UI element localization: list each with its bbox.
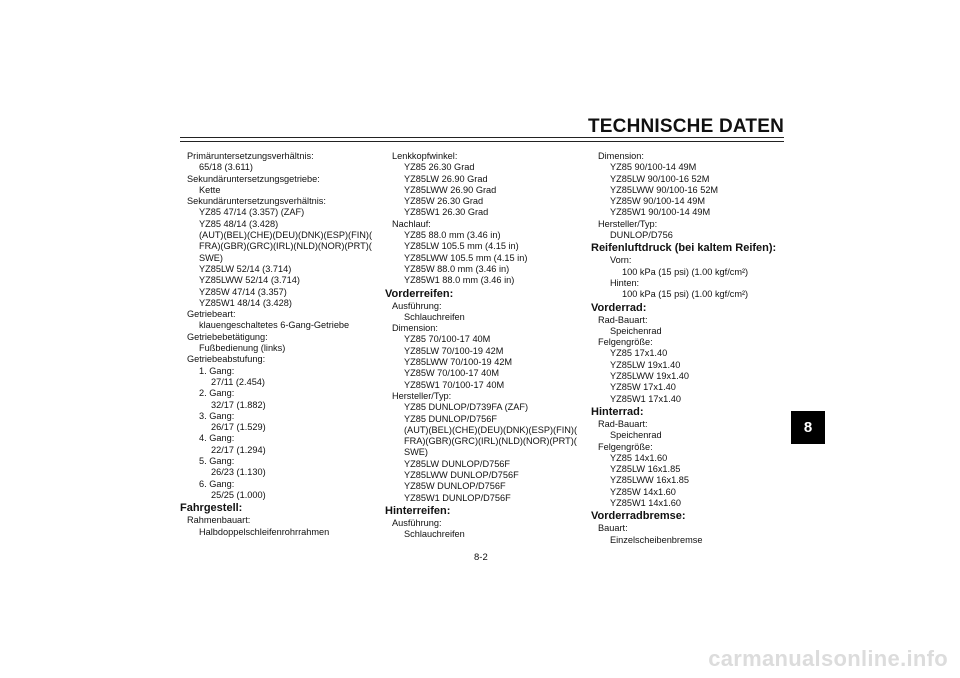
spec-line: Rahmenbauart:: [187, 515, 251, 526]
spec-line: Dimension:: [392, 323, 438, 334]
spec-line: YZ85LWW DUNLOP/D756F: [404, 470, 519, 481]
spec-line: FRA)(GBR)(GRC)(IRL)(NLD)(NOR)(PRT)(: [199, 241, 372, 252]
spec-line: Getriebeart:: [187, 309, 236, 320]
spec-line: YZ85LWW 26.90 Grad: [404, 184, 497, 195]
title-rule-bottom: [180, 141, 784, 142]
spec-line: Halbdoppelschleifenrohrrahmen: [199, 526, 330, 537]
spec-line: Getriebeabstufung:: [187, 354, 266, 365]
spec-column-3: [591, 151, 776, 546]
spec-line: 22/17 (1.294): [211, 444, 266, 455]
section-heading: Hinterreifen:: [385, 504, 451, 517]
spec-line: Hersteller/Typ:: [392, 390, 452, 401]
spec-line: DUNLOP/D756: [610, 230, 673, 241]
spec-line: 100 kPa (15 psi) (1.00 kgf/cm²): [622, 289, 749, 300]
page-number: 8-2: [474, 552, 488, 563]
spec-line: YZ85W 70/100-17 40M: [404, 368, 499, 379]
spec-line: YZ85 DUNLOP/D739FA (ZAF): [404, 402, 529, 413]
spec-line: Speichenrad: [610, 430, 662, 441]
spec-line: FRA)(GBR)(GRC)(IRL)(NLD)(NOR)(PRT)(: [404, 436, 577, 447]
spec-line: YZ85W1 26.30 Grad: [404, 207, 489, 218]
spec-line: Hinten:: [610, 277, 640, 288]
spec-line: YZ85LW 16x1.85: [610, 464, 681, 475]
spec-line: Rad-Bauart:: [598, 314, 648, 325]
spec-line: YZ85W1 70/100-17 40M: [404, 379, 505, 390]
spec-line: Vorn:: [610, 255, 632, 266]
spec-line: YZ85W1 DUNLOP/D756F: [404, 492, 511, 503]
spec-line: YZ85LW 26.90 Grad: [404, 173, 488, 184]
spec-line: Rad-Bauart:: [598, 418, 648, 429]
spec-line: YZ85W 88.0 mm (3.46 in): [404, 263, 510, 274]
spec-line: YZ85W1 90/100-14 49M: [610, 207, 711, 218]
spec-line: YZ85W 14x1.60: [610, 486, 676, 497]
spec-line: Nachlauf:: [392, 218, 431, 229]
spec-line: (AUT)(BEL)(CHE)(DEU)(DNK)(ESP)(FIN)(: [404, 424, 578, 435]
spec-line: 65/18 (3.611): [199, 162, 253, 173]
spec-line: Bauart:: [598, 523, 628, 534]
spec-line: klauengeschaltetes 6-Gang-Getriebe: [199, 320, 350, 331]
page-title: TECHNISCHE DATEN: [587, 116, 784, 137]
spec-line: YZ85LWW 90/100-16 52M: [610, 184, 719, 195]
spec-line: YZ85LW 70/100-19 42M: [404, 345, 504, 356]
spec-column-1: [180, 151, 372, 538]
spec-line: (AUT)(BEL)(CHE)(DEU)(DNK)(ESP)(FIN)(: [199, 230, 373, 241]
spec-line: YZ85W1 14x1.60: [610, 498, 681, 509]
spec-line: 3. Gang:: [199, 410, 235, 421]
spec-line: YZ85 17x1.40: [610, 348, 668, 359]
chapter-tab: 8: [791, 411, 825, 444]
spec-line: SWE): [199, 252, 223, 263]
spec-line: YZ85W1 17x1.40: [610, 393, 681, 404]
spec-line: Sekundäruntersetzungsverhältnis:: [187, 196, 326, 207]
spec-line: YZ85W 26.30 Grad: [404, 196, 484, 207]
spec-line: Felgengröße:: [598, 441, 653, 452]
section-heading: Vorderreifen:: [385, 287, 454, 300]
spec-line: SWE): [404, 447, 428, 458]
spec-line: Kette: [199, 184, 221, 195]
spec-line: 2. Gang:: [199, 388, 235, 399]
title-rule-top: [180, 137, 784, 138]
spec-line: YZ85LW 105.5 mm (4.15 in): [404, 241, 519, 252]
watermark: carmanualsonline.info: [708, 646, 948, 671]
spec-line: Einzelscheibenbremse: [610, 534, 703, 545]
spec-line: Schlauchreifen: [404, 311, 465, 322]
spec-line: Speichenrad: [610, 325, 662, 336]
spec-line: 100 kPa (15 psi) (1.00 kgf/cm²): [622, 266, 749, 277]
section-heading: Hinterrad:: [591, 405, 644, 418]
section-heading: Vorderrad:: [591, 301, 647, 314]
spec-line: Fußbedienung (links): [199, 343, 286, 354]
spec-line: YZ85W 17x1.40: [610, 382, 676, 393]
spec-column-2: [385, 151, 577, 541]
spec-line: Ausführung:: [392, 300, 442, 311]
spec-line: YZ85LW 19x1.40: [610, 359, 681, 370]
spec-line: 26/23 (1.130): [211, 467, 266, 478]
spec-line: Lenkkopfwinkel:: [392, 151, 458, 161]
spec-line: YZ85LW DUNLOP/D756F: [404, 458, 511, 469]
spec-line: YZ85 48/14 (3.428): [199, 218, 279, 229]
spec-line: YZ85LWW 70/100-19 42M: [404, 357, 513, 368]
spec-line: YZ85W1 88.0 mm (3.46 in): [404, 275, 515, 286]
section-heading: Reifenluftdruck (bei kaltem Reifen):: [591, 242, 777, 255]
spec-line: YZ85 88.0 mm (3.46 in): [404, 230, 501, 241]
spec-line: YZ85 90/100-14 49M: [610, 162, 697, 173]
section-heading: Fahrgestell:: [180, 502, 243, 515]
spec-line: YZ85LW 90/100-16 52M: [610, 173, 710, 184]
spec-line: YZ85LWW 105.5 mm (4.15 in): [404, 252, 528, 263]
spec-line: YZ85LWW 52/14 (3.714): [199, 275, 300, 286]
spec-line: YZ85W 47/14 (3.357): [199, 286, 287, 297]
spec-line: Dimension:: [598, 151, 644, 161]
spec-line: Primäruntersetzungsverhältnis:: [187, 151, 314, 161]
spec-line: Hersteller/Typ:: [598, 218, 658, 229]
spec-line: YZ85 DUNLOP/D756F: [404, 413, 497, 424]
spec-line: 1. Gang:: [199, 365, 235, 376]
spec-line: Felgengröße:: [598, 337, 653, 348]
spec-line: YZ85LWW 19x1.40: [610, 371, 689, 382]
spec-line: 5. Gang:: [199, 456, 235, 467]
spec-line: 32/17 (1.882): [211, 399, 266, 410]
spec-line: Schlauchreifen: [404, 529, 465, 540]
spec-line: YZ85 70/100-17 40M: [404, 334, 491, 345]
spec-line: Ausführung:: [392, 517, 442, 528]
spec-line: YZ85 47/14 (3.357) (ZAF): [199, 207, 305, 218]
spec-line: Sekundäruntersetzungsgetriebe:: [187, 173, 320, 184]
spec-line: YZ85W 90/100-14 49M: [610, 196, 705, 207]
spec-line: 25/25 (1.000): [211, 489, 266, 500]
spec-line: YZ85 14x1.60: [610, 452, 668, 463]
spec-line: Getriebebetätigung:: [187, 331, 268, 342]
spec-line: YZ85LWW 16x1.85: [610, 475, 689, 486]
spec-line: 27/11 (2.454): [211, 376, 265, 387]
spec-line: 26/17 (1.529): [211, 422, 266, 433]
spec-line: YZ85LW 52/14 (3.714): [199, 263, 292, 274]
spec-line: YZ85 26.30 Grad: [404, 162, 475, 173]
section-heading: Vorderradbremse:: [591, 510, 686, 523]
spec-line: YZ85W1 48/14 (3.428): [199, 297, 292, 308]
spec-line: 4. Gang:: [199, 433, 235, 444]
spec-line: 6. Gang:: [199, 478, 235, 489]
spec-line: YZ85W DUNLOP/D756F: [404, 481, 506, 492]
